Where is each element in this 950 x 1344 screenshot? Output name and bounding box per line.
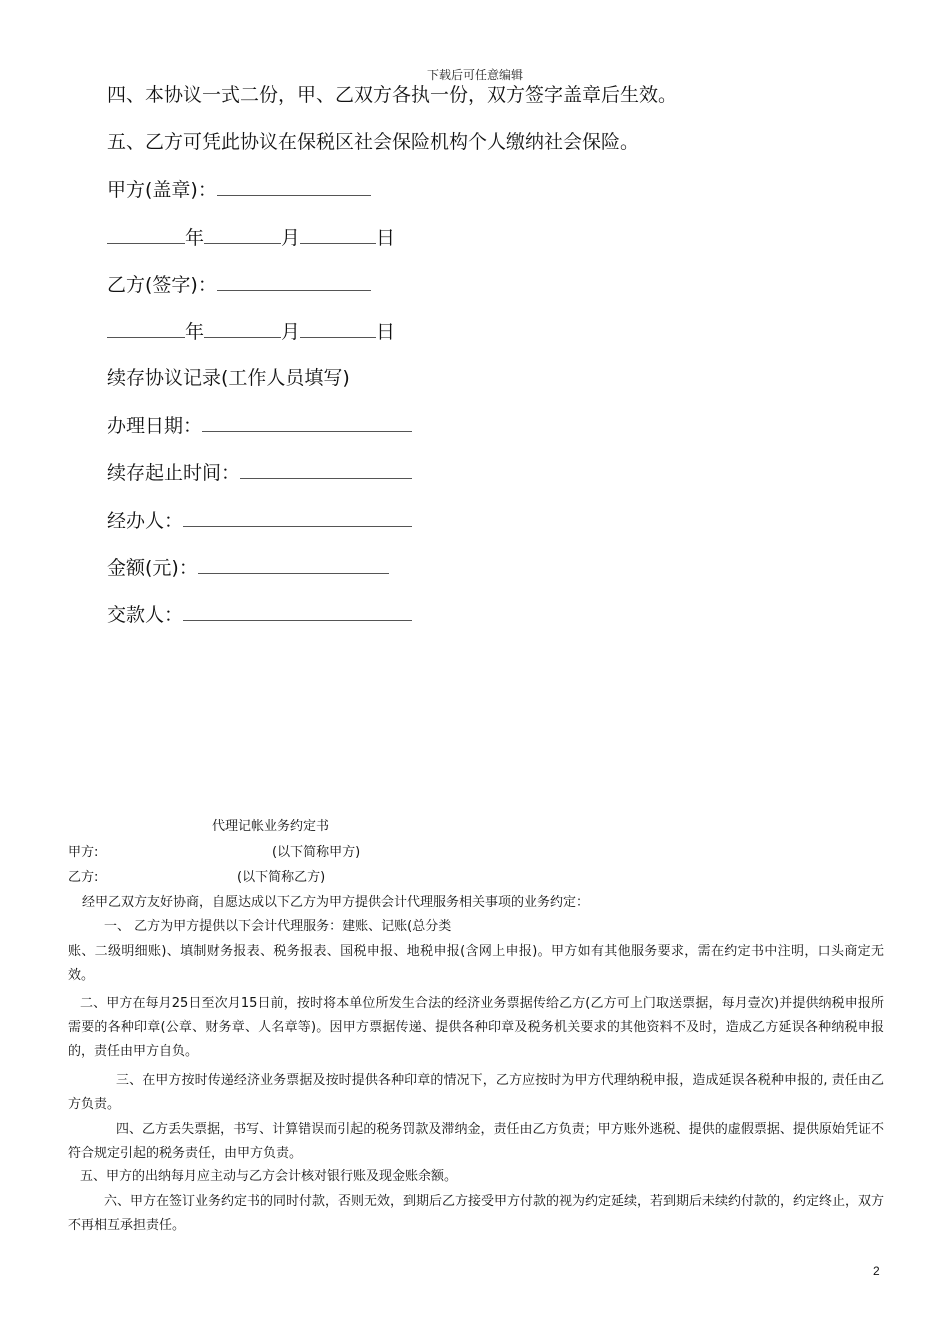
party-a-day-blank[interactable]: [300, 225, 376, 244]
page-number: 2: [873, 1264, 880, 1278]
month-label: 月: [281, 321, 301, 343]
contract-intro: 经甲乙双方友好协商，自愿达成以下乙方为甲方提供会计代理服务相关事项的业务约定：: [82, 895, 590, 910]
day-label: 日: [376, 321, 396, 343]
party-a-seal-row: [107, 177, 371, 202]
year-label: 年: [185, 321, 205, 343]
renewal-period-row: [107, 460, 412, 485]
party-b-sign-blank[interactable]: [217, 272, 371, 291]
handling-date-row: [107, 413, 412, 438]
handler-label: 经办人：: [107, 510, 184, 532]
renewal-period-label: 续存起止时间：: [107, 462, 241, 484]
contract-item-1-line1: 一、 乙方为甲方提供以下会计代理服务：建账、记账(总分类: [104, 919, 452, 934]
contract-item-3: 三、在甲方按时传递经济业务票据及按时提供各种印章的情况下，乙方应按时为甲方代理纳税申报，造成延误各税种申报的, 责任由乙方负责。: [68, 1073, 884, 1112]
handler-row: [107, 508, 412, 533]
contract-title: 代理记帐业务约定书: [212, 819, 330, 834]
party-b-year-blank[interactable]: [107, 319, 185, 338]
party-b-sign-row: [107, 272, 371, 297]
year-label: 年: [185, 227, 205, 249]
contract-party-a-note: (以下简称甲方): [272, 845, 361, 860]
contract-party-b-note: (以下简称乙方): [237, 870, 326, 885]
month-label: 月: [281, 227, 301, 249]
handler-blank[interactable]: [183, 508, 412, 527]
payer-row: [107, 602, 412, 627]
party-a-year-blank[interactable]: [107, 225, 185, 244]
renewal-title: 续存协议记录(工作人员填写): [107, 367, 350, 389]
party-b-day-blank[interactable]: [300, 319, 376, 338]
contract-party-a: 甲方:: [68, 845, 99, 860]
amount-blank[interactable]: [198, 555, 389, 574]
contract-item-6: 六、甲方在签订业务约定书的同时付款，否则无效，到期后乙方接受甲方付款的视为约定延续，若到期后未续约付款的，约定终止，双方不再相互承担责任。: [68, 1194, 885, 1233]
party-b-sign-label: 乙方(签字)：: [107, 274, 217, 296]
payer-blank[interactable]: [183, 602, 412, 621]
handling-date-blank[interactable]: [202, 413, 412, 432]
party-b-month-blank[interactable]: [204, 319, 281, 338]
day-label: 日: [376, 227, 396, 249]
amount-row: [107, 555, 389, 580]
contract-party-b: 乙方:: [68, 870, 99, 885]
clause-5: 五、乙方可凭此协议在保税区社会保险机构个人缴纳社会保险。: [107, 131, 640, 153]
renewal-period-blank[interactable]: [240, 460, 412, 479]
party-a-seal-blank[interactable]: [217, 177, 371, 196]
contract-item-4: 四、乙方丢失票据，书写、计算错误而引起的税务罚款及滞纳金，责任由乙方负责；甲方账外逃税、提供的虚假票据、提供原始凭证不符合规定引起的税务责任，由甲方负责。: [68, 1122, 884, 1161]
contract-item-1-rest: 账、二级明细账)、填制财务报表、税务报表、国税申报、地税申报(含网上申报)。甲方如有其他服务要求，需在约定书中注明，口头商定无效。: [68, 944, 884, 983]
party-a-date-row: [107, 225, 395, 250]
party-b-date-row: [107, 319, 395, 344]
party-a-seal-label: 甲方(盖章)：: [107, 179, 217, 201]
contract-item-2: 二、甲方在每月25日至次月15日前，按时将本单位所发生合法的经济业务票据传给乙方(乙方可上门取送票据，每月壹次)并提供纳税申报所需要的各种印章(公章、财务章、人名章等)。因甲方票据传递、提供各种印章及税务机关要求的其他资料不及时，造成乙方延误各种纳税申报的，责任由甲方自负。: [68, 996, 884, 1059]
header-note: 下载后可任意编辑: [426, 68, 523, 82]
clause-4: 四、本协议一式二份，甲、乙双方各执一份，双方签字盖章后生效。: [107, 84, 678, 106]
party-a-month-blank[interactable]: [204, 225, 281, 244]
amount-label: 金额(元)：: [107, 557, 198, 579]
handling-date-label: 办理日期：: [107, 415, 203, 437]
payer-label: 交款人：: [107, 604, 184, 626]
contract-item-5: 五、甲方的出纳每月应主动与乙方会计核对银行账及现金账余额。: [80, 1169, 458, 1184]
